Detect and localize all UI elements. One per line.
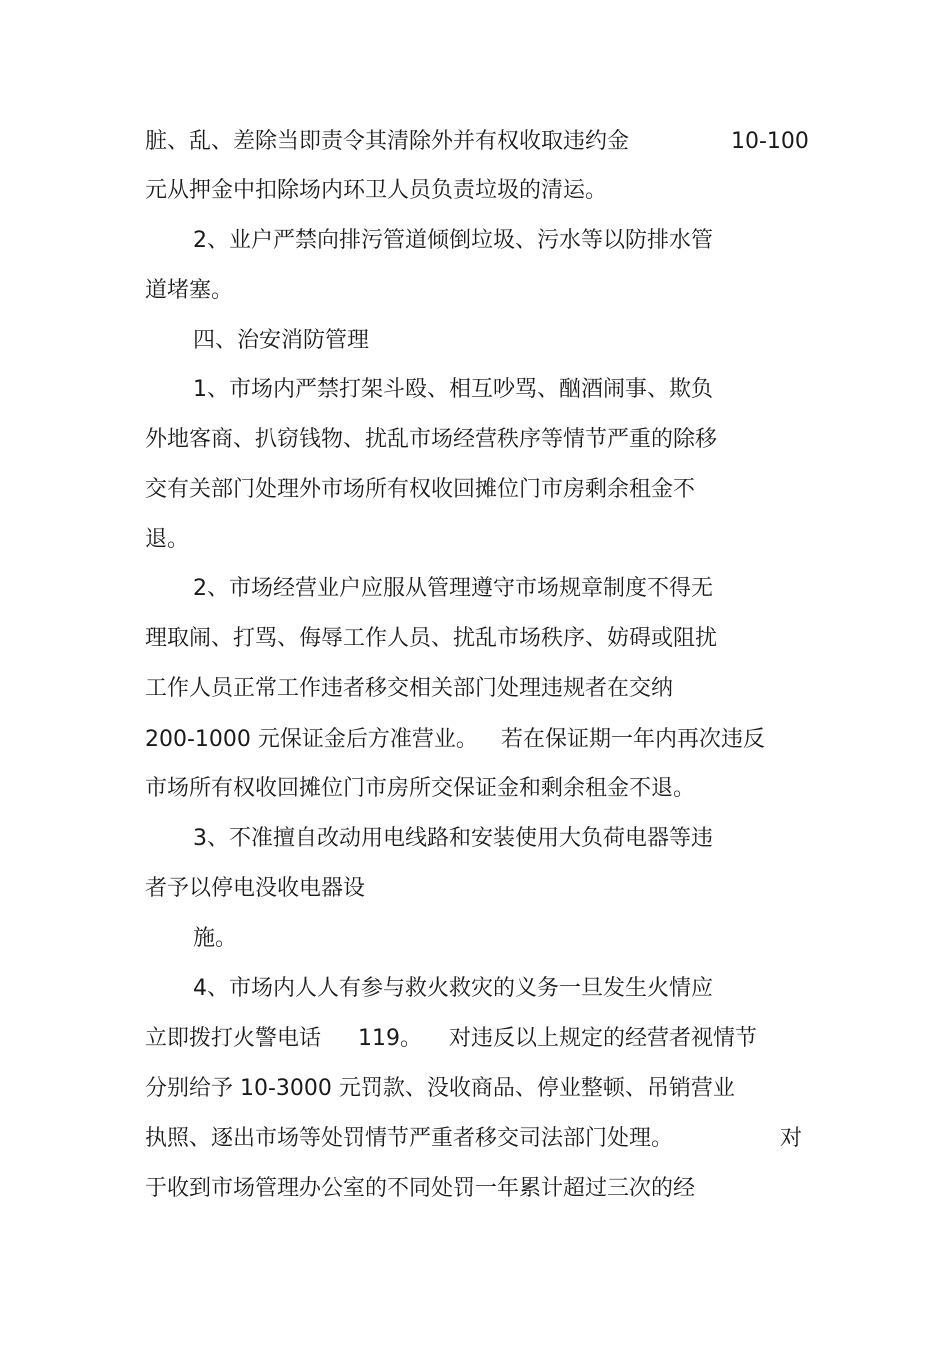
text-segment: 元从押金中扣除场内环卫人员负责垃圾的清运。: [145, 178, 608, 203]
text-line: [145, 525, 189, 555]
text-line: [145, 674, 673, 704]
text-segment: 2、市场经营业户应服从管理遵守市场规章制度不得无: [193, 576, 713, 601]
text-segment: 退。: [145, 527, 190, 552]
text-line: [145, 774, 695, 804]
text-line: [193, 824, 713, 854]
text-segment: 四、治安消防管理: [193, 328, 370, 353]
text-segment: 1、市场内严禁打架斗殴、相互吵骂、酗酒闹事、欺负: [193, 377, 713, 402]
text-line: [193, 974, 713, 1004]
text-segment: 脏、乱、差除当即责令其清除外并有权收取违约金: [145, 129, 630, 154]
text-segment: 施。: [193, 926, 238, 951]
text-line: [193, 924, 237, 954]
text-line: [145, 176, 607, 206]
text-line: [193, 226, 713, 256]
text-segment: 者予以停电没收电器设: [145, 876, 366, 901]
text-segment: 对违反以上规定的经营者视情节: [449, 1026, 758, 1051]
text-segment: 理取闹、打骂、侮辱工作人员、扰乱市场秩序、妨碍或阻扰: [145, 626, 718, 651]
text-segment: 若在保证期一年内再次违反: [501, 727, 766, 752]
text-segment: 交有关部门处理外市场所有权收回摊位门市房剩余租金不: [145, 477, 696, 502]
text-line: [145, 276, 233, 306]
text-segment: 119。: [358, 1026, 422, 1051]
text-segment: 4、市场内人人有参与救火救灾的义务一旦发生火情应: [193, 976, 713, 1001]
text-segment: 外地客商、扒窃钱物、扰乱市场经营秩序等情节严重的除移: [145, 427, 718, 452]
text-line: [145, 624, 717, 654]
text-segment: 10-100: [731, 129, 809, 154]
text-segment: 道堵塞。: [145, 278, 234, 303]
text-segment: 市场所有权收回摊位门市房所交保证金和剩余租金不退。: [145, 776, 696, 801]
text-segment: 3、不准擅自改动用电线路和安装使用大负荷电器等违: [193, 826, 713, 851]
text-segment: 立即拨打火警电话: [145, 1026, 322, 1051]
text-line: [145, 475, 695, 505]
text-line: [193, 375, 713, 405]
text-segment: 执照、逐出市场等处罚情节严重者移交司法部门处理。: [145, 1126, 674, 1151]
text-segment: 对: [780, 1126, 803, 1151]
section-heading: [193, 326, 369, 356]
text-segment: 工作人员正常工作违者移交相关部门处理违规者在交纳: [145, 676, 674, 701]
text-line: [145, 1174, 695, 1204]
text-line: [193, 574, 713, 604]
text-line: [145, 1074, 735, 1104]
text-segment: 于收到市场管理办公室的不同处罚一年累计超过三次的经: [145, 1176, 696, 1201]
text-line: [145, 425, 717, 455]
text-segment: 200-1000 元保证金后方准营业。: [145, 727, 478, 752]
text-segment: 分别给予 10-3000 元罚款、没收商品、停业整顿、吊销营业: [145, 1076, 735, 1101]
text-line: [145, 874, 365, 904]
text-segment: 2、业户严禁向排污管道倾倒垃圾、污水等以防排水管: [193, 228, 713, 253]
